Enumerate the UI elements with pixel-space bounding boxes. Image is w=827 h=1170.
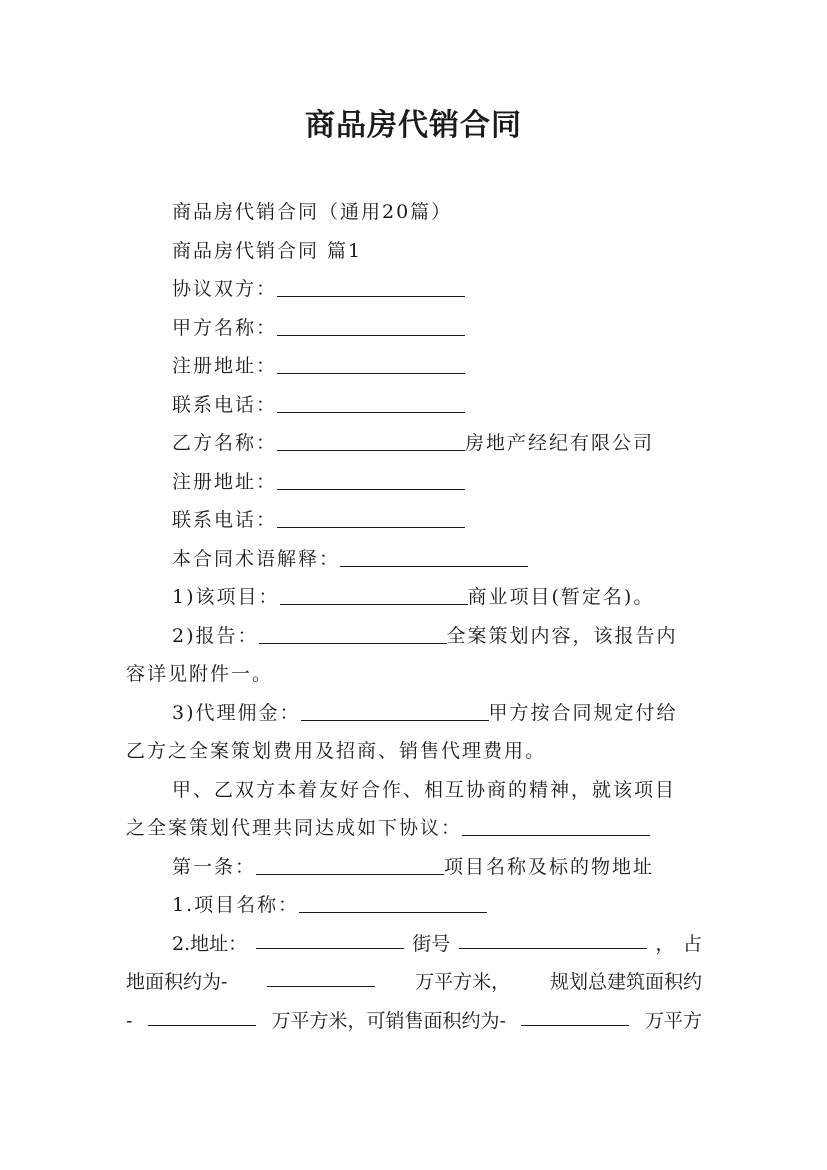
party-a-name-label: 甲方名称： bbox=[172, 316, 278, 339]
address-comma: ， bbox=[655, 932, 675, 955]
land-area-unit: 万平方米， bbox=[415, 971, 511, 993]
address-blank bbox=[256, 925, 404, 949]
terms-heading-blank bbox=[340, 543, 528, 567]
party-a-address-line bbox=[126, 347, 702, 386]
parties-label: 协议双方： bbox=[172, 278, 278, 300]
intro-line-1: 商品房代销合同（通用20篇） bbox=[172, 201, 453, 223]
address-label: 2.地址： bbox=[172, 932, 248, 955]
project-name-blank bbox=[299, 889, 487, 913]
party-b-name-label: 乙方名称： bbox=[172, 432, 278, 454]
terms-heading: 本合同术语解释： bbox=[172, 547, 341, 570]
term-item-3-cont: 乙方之全案策划费用及招商、销售代理费用。 bbox=[126, 740, 547, 762]
street-label: 街号 bbox=[412, 932, 451, 955]
term-item-3 bbox=[126, 694, 702, 733]
party-b-name-line bbox=[126, 424, 702, 463]
saleable-area-label: 万平方米，可销售面积约为- bbox=[271, 1009, 506, 1032]
planned-area-label: 规划总建筑面积约 bbox=[549, 971, 702, 993]
term-item-2-blank bbox=[259, 620, 447, 644]
intro-line-2: 商品房代销合同 篇1 bbox=[172, 239, 363, 262]
planned-area-blank bbox=[148, 1002, 256, 1026]
document-body bbox=[126, 193, 702, 1040]
land-area-label: 地面积约为- bbox=[126, 971, 228, 993]
party-a-phone-label: 联系电话： bbox=[172, 393, 278, 416]
party-b-phone-label: 联系电话： bbox=[172, 509, 278, 531]
article-1-prefix: 第一条： bbox=[172, 855, 257, 878]
term-item-2-prefix: 2)报告： bbox=[172, 624, 259, 647]
party-b-address-label: 注册地址： bbox=[172, 470, 278, 493]
term-item-3-suffix: 甲方按合同规定付给 bbox=[488, 701, 678, 724]
area-line bbox=[126, 963, 702, 1002]
agreement-line-1: 甲、乙双方本着友好合作、相互协商的精神，就该项目 bbox=[172, 778, 677, 801]
agreement-line-2-text: 之全案策划代理共同达成如下协议： bbox=[126, 817, 463, 839]
party-b-name-suffix: 房地产经纪有限公司 bbox=[465, 432, 655, 454]
term-item-3-prefix: 3)代理佣金： bbox=[172, 701, 301, 724]
saleable-area-line bbox=[126, 1002, 702, 1041]
party-a-phone-line bbox=[126, 386, 702, 425]
parties-blank bbox=[277, 273, 465, 297]
land-area-blank bbox=[267, 963, 375, 987]
parties-line bbox=[126, 270, 702, 309]
party-a-address-label: 注册地址： bbox=[172, 355, 278, 377]
agreement-blank bbox=[462, 812, 650, 836]
party-b-phone-line bbox=[126, 501, 702, 540]
address-line bbox=[126, 925, 702, 964]
term-item-2 bbox=[126, 617, 702, 656]
planned-dash: - bbox=[126, 1009, 133, 1032]
term-item-2-suffix: 全案策划内容，该报告内 bbox=[446, 624, 678, 647]
party-b-address-line bbox=[126, 463, 702, 502]
term-item-2-cont: 容详见附件一。 bbox=[126, 663, 274, 685]
agreement-line-2 bbox=[126, 809, 702, 848]
article-1-line bbox=[126, 848, 702, 887]
saleable-area-blank bbox=[521, 1002, 629, 1026]
party-b-name-blank bbox=[277, 427, 465, 451]
term-item-1-suffix: 商业项目(暂定名)。 bbox=[467, 586, 655, 608]
party-b-address-blank bbox=[277, 466, 465, 490]
term-item-3-blank bbox=[301, 697, 489, 721]
article-1-suffix: 项目名称及标的物地址 bbox=[444, 855, 655, 878]
term-item-1-prefix: 1)该项目： bbox=[172, 586, 280, 608]
article-1-blank bbox=[256, 851, 444, 875]
party-a-name-blank bbox=[277, 312, 465, 336]
project-name-label: 1.项目名称： bbox=[172, 894, 300, 916]
saleable-area-unit: 万平方 bbox=[644, 1009, 702, 1032]
document-title: 商品房代销合同 bbox=[305, 108, 522, 143]
party-a-address-blank bbox=[277, 350, 465, 374]
party-a-phone-blank bbox=[277, 389, 465, 413]
party-a-name-line bbox=[126, 309, 702, 348]
term-item-1-blank bbox=[280, 581, 468, 605]
project-name-line bbox=[126, 886, 702, 925]
party-b-phone-blank bbox=[277, 504, 465, 528]
occupy-label: 占 bbox=[682, 932, 702, 955]
terms-heading-line bbox=[126, 540, 702, 579]
term-item-1 bbox=[126, 578, 702, 617]
street-blank bbox=[459, 925, 647, 949]
